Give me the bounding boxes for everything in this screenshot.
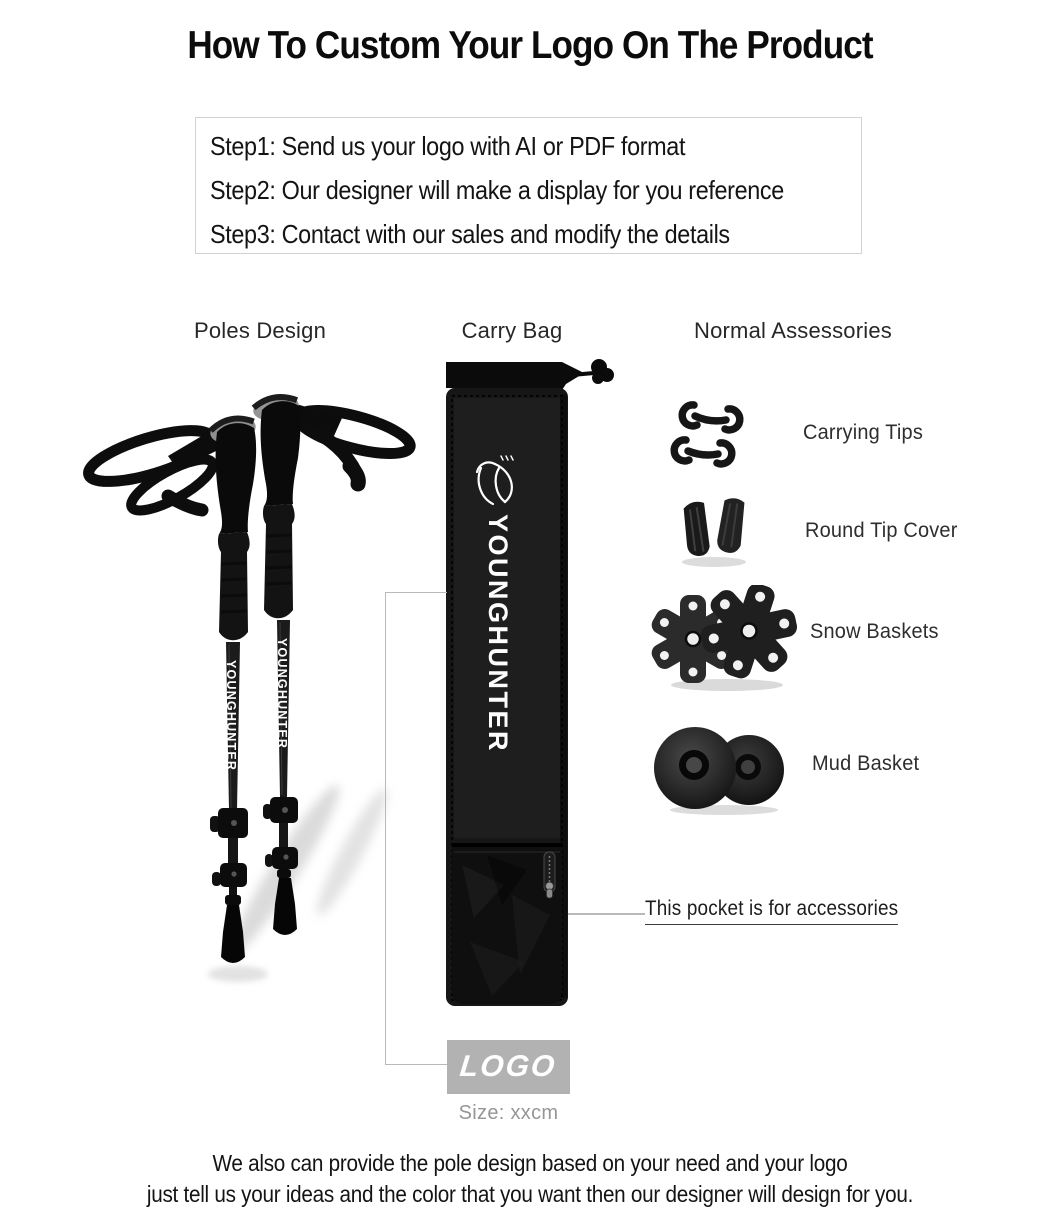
- snow-baskets-icon: [645, 585, 805, 693]
- rubber-tip-left: [221, 905, 245, 963]
- steps-box: [195, 117, 862, 254]
- accessory-label: Snow Baskets: [810, 620, 939, 643]
- pole-left: [84, 413, 259, 963]
- pocket-callout-line: [568, 913, 645, 915]
- accessory-label: Mud Basket: [812, 752, 920, 775]
- section-label-carry-bag: Carry Bag: [461, 318, 563, 343]
- wrist-strap-left: [84, 420, 219, 519]
- accessory-label: Round Tip Cover: [805, 519, 958, 542]
- logo-size-note: Size: xxcm: [458, 1102, 559, 1124]
- carrying-tips-icon: [668, 396, 764, 470]
- footer-line-2: just tell us your ideas and the color that you want then our designer will design for you.: [146, 1181, 914, 1207]
- pocket-note: This pocket is for accessories: [645, 897, 898, 925]
- grip-left: [216, 423, 257, 534]
- bag-flap: [446, 362, 584, 390]
- brand-text-bag: YOUNGHUNTER: [483, 514, 513, 754]
- section-label-poles: Poles Design: [193, 318, 327, 343]
- foam-grip-left: [218, 532, 250, 640]
- carry-bag-illustration: [432, 350, 642, 1020]
- brand-text-pole-right: YOUNGHUNTER: [275, 638, 289, 750]
- logo-callout-bracket: [385, 592, 447, 1065]
- page-title: How To Custom Your Logo On The Product: [187, 24, 873, 67]
- flip-lock: [263, 797, 298, 823]
- logo-placeholder-box: [447, 1040, 570, 1094]
- drawstring-cord: [572, 373, 594, 375]
- zipper: [544, 852, 555, 898]
- footer-line-1: We also can provide the pole design based on your need and your logo: [212, 1150, 848, 1176]
- footer-note: [0, 1148, 1060, 1210]
- flip-lock: [210, 808, 248, 838]
- grip-right: [261, 401, 301, 506]
- brand-text-pole-left: YOUNGHUNTER: [224, 660, 238, 772]
- step-line-1: Step1: Send us your logo with AI or PDF format: [210, 131, 686, 161]
- drawstring-toggle: [591, 359, 614, 384]
- flip-lock: [265, 847, 298, 869]
- round-tip-cover-icon: [670, 492, 762, 570]
- mud-basket-icon: [648, 720, 798, 816]
- section-label-accessories: Normal Assessories: [694, 318, 892, 343]
- accessory-label: Carrying Tips: [803, 421, 923, 444]
- step-line-3: Step3: Contact with our sales and modify the details: [210, 219, 730, 249]
- flip-lock: [212, 863, 247, 887]
- logo-placeholder-label: LOGO: [458, 1050, 559, 1083]
- poles-illustration: [50, 372, 430, 1008]
- step-line-2: Step2: Our designer will make a display for you reference: [210, 175, 784, 205]
- foam-grip-right: [263, 504, 295, 618]
